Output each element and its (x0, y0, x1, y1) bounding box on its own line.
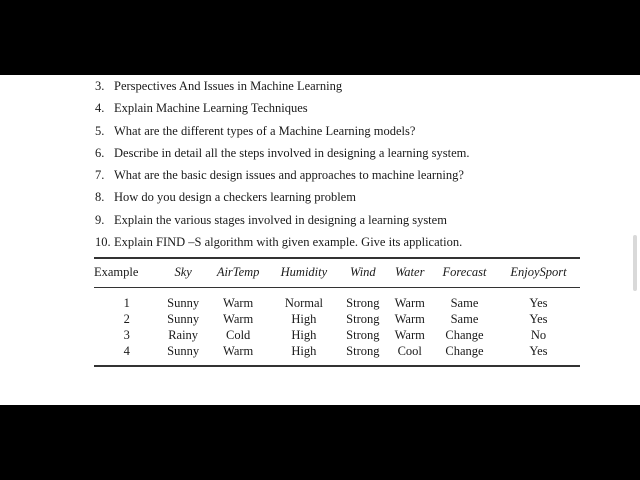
question-number: 3. (95, 79, 105, 93)
header-forecast: Forecast (442, 264, 487, 279)
cell-enjoysport: No (530, 328, 547, 342)
question-number: 5. (95, 123, 105, 138)
question-item-10 (95, 231, 469, 253)
question-number: 7. (95, 168, 105, 183)
header-enjoysport: EnjoySport (510, 264, 567, 279)
header-water: Water (395, 264, 425, 279)
cell-humidity: Normal (284, 296, 323, 310)
cell-enjoysport: Yes (529, 296, 548, 310)
question-text: Perspectives And Issues in Machine Learning (114, 79, 343, 93)
table-header-row (94, 259, 580, 287)
cell-sky: Sunny (167, 312, 200, 326)
examples-table (94, 259, 580, 360)
cell-water: Warm (394, 312, 425, 326)
question-number: 8. (95, 190, 105, 205)
cell-example: 3 (123, 328, 130, 342)
document-page (0, 75, 640, 405)
header-example: Example (94, 264, 139, 279)
cell-forecast: Change (445, 344, 484, 358)
cell-enjoysport: Yes (529, 312, 548, 326)
question-text: How do you design a checkers learning problem (114, 190, 356, 205)
cell-airtemp: Warm (223, 344, 254, 358)
question-text: Describe in detail all the steps involved in designing a learning system. (114, 145, 470, 160)
table-row (94, 288, 580, 311)
table-bottom-rule (94, 365, 580, 367)
question-number: 4. (95, 101, 105, 116)
cell-forecast: Same (450, 312, 479, 326)
question-text: What are the different types of a Machine Learning models? (114, 123, 416, 138)
cell-sky: Sunny (167, 296, 200, 310)
cell-airtemp: Warm (223, 312, 254, 326)
question-text: Explain the various stages involved in designing a learning system (114, 212, 447, 227)
question-text: What are the basic design issues and approaches to machine learning? (114, 168, 464, 183)
question-number: 10. (95, 235, 111, 250)
question-item-6 (95, 142, 469, 164)
table-row (94, 327, 580, 343)
header-humidity: Humidity (280, 264, 328, 279)
cell-forecast: Change (445, 328, 484, 342)
cell-forecast: Same (450, 296, 479, 310)
question-text: Explain Machine Learning Techniques (114, 101, 308, 116)
cell-example: 1 (123, 296, 130, 310)
cell-wind: Strong (346, 312, 380, 326)
cell-sky: Sunny (167, 344, 200, 358)
scrollbar-thumb[interactable] (633, 235, 637, 291)
question-item-7 (95, 164, 469, 186)
cell-example: 4 (123, 344, 130, 358)
cell-wind: Strong (346, 344, 380, 358)
cell-enjoysport: Yes (529, 344, 548, 358)
question-text: Explain FIND –S algorithm with given example. Give its application. (114, 235, 463, 250)
table-row (94, 343, 580, 359)
cell-water: Cool (397, 344, 422, 358)
header-sky: Sky (174, 264, 192, 279)
cell-wind: Strong (346, 296, 380, 310)
cell-airtemp: Warm (223, 296, 254, 310)
cell-example: 2 (123, 312, 130, 326)
header-wind: Wind (349, 264, 376, 279)
cell-sky: Rainy (168, 328, 199, 342)
question-list (95, 75, 469, 253)
cell-airtemp: Cold (225, 328, 251, 342)
cell-water: Warm (394, 296, 425, 310)
cell-humidity: High (291, 344, 317, 358)
question-item-8 (95, 186, 469, 208)
question-number: 6. (95, 145, 105, 160)
cell-wind: Strong (346, 328, 380, 342)
question-number: 9. (95, 212, 105, 227)
question-item-4 (95, 97, 469, 119)
table-row (94, 311, 580, 327)
cell-humidity: High (291, 328, 317, 342)
header-airtemp: AirTemp (216, 264, 260, 279)
question-item-5 (95, 120, 469, 142)
cell-humidity: High (291, 312, 317, 326)
cell-water: Warm (394, 328, 425, 342)
training-examples-table (94, 257, 580, 367)
question-item-9 (95, 209, 469, 231)
question-item-3 (95, 75, 469, 97)
